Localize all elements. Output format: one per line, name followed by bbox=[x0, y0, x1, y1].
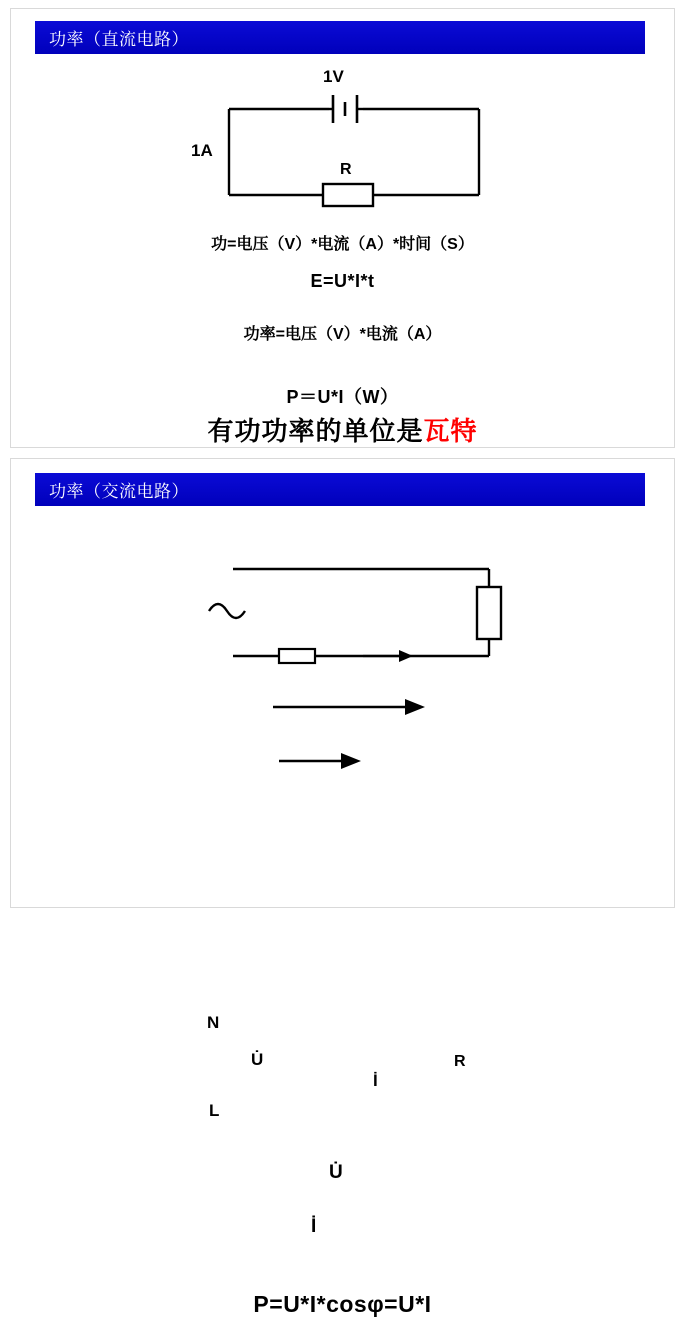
ac-current-label: İ bbox=[373, 1071, 378, 1090]
conclusion-highlight: 瓦特 bbox=[423, 416, 478, 446]
line-label: L bbox=[209, 1101, 220, 1120]
phasor-current-label: İ bbox=[311, 1216, 317, 1237]
current-label: 1A bbox=[191, 141, 213, 160]
slide-title-dc: 功率（直流电路） bbox=[35, 21, 645, 54]
neutral-label: N bbox=[207, 1013, 220, 1032]
equation-ac-power: P=U*I*cosφ=U*I bbox=[253, 1291, 432, 1317]
equation-power-cn: 功率=电压（V）*电流（A） bbox=[243, 326, 442, 343]
ac-circuit-svg bbox=[11, 459, 696, 909]
equation-work-cn: 功=电压（V）*电流（A）*时间（S） bbox=[211, 236, 474, 253]
equation-energy: E=U*I*t bbox=[310, 271, 375, 291]
phasor-voltage-label: U̇ bbox=[329, 1162, 343, 1183]
equation-power: P＝U*I（W） bbox=[286, 387, 399, 407]
ac-resistor-label: R bbox=[454, 1053, 466, 1070]
dc-circuit-diagram bbox=[11, 9, 674, 447]
conclusion-prefix: 有功功率的单位是 bbox=[207, 416, 424, 446]
source-voltage-label: U̇ bbox=[251, 1050, 264, 1069]
resistor-label: R bbox=[340, 161, 352, 178]
slide-ac-power bbox=[10, 458, 675, 1317]
battery-voltage-label: 1V bbox=[323, 67, 344, 86]
ac-circuit-diagram bbox=[11, 459, 674, 1237]
slide-title-ac: 功率（交流电路） bbox=[35, 473, 645, 506]
slide-dc-power bbox=[10, 8, 675, 448]
conclusion-line bbox=[11, 411, 674, 448]
